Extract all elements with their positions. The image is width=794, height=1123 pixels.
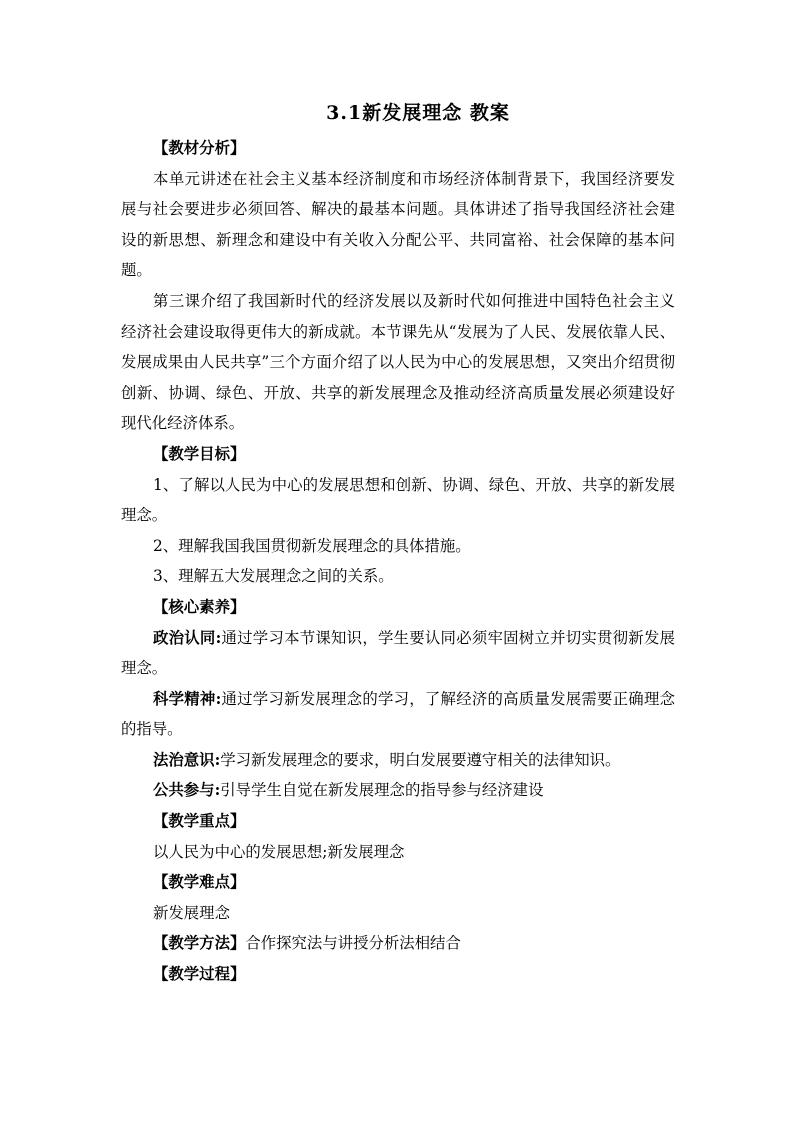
goal-item-3: 3、理解五大发展理念之间的关系。	[153, 567, 394, 586]
literacy-lead-political: 政治认同:	[153, 628, 222, 647]
section-heading-difficulties: 【教学难点】	[153, 873, 246, 892]
methods-line	[153, 928, 675, 959]
section-heading-methods: 【教学方法】	[153, 934, 246, 953]
difficulties-text: 新发展理念	[153, 903, 230, 922]
literacy-item-science	[121, 684, 675, 745]
key-points-text: 以人民为中心的发展思想;新发展理念	[153, 842, 405, 861]
document-body	[121, 133, 675, 990]
analysis-paragraph-1: 本单元讲述在社会主义基本经济制度和市场经济体制背景下，我国经济要发展与社会要进步必须回答、解决的最基本问题。具体讲述了指导我国经济社会建设的新思想、新理念和建设中有关收入分配公平、共同富裕、社会保障的基本问题。	[121, 169, 675, 280]
section-heading-literacy: 【核心素养】	[153, 597, 246, 616]
literacy-text-participation: 引导学生自觉在新发展理念的指导参与经济建设	[220, 781, 544, 800]
section-heading-analysis: 【教材分析】	[153, 139, 246, 157]
goal-item-1: 1、了解以人民为中心的发展思想和创新、协调、绿色、开放、共享的新发展理念。	[121, 475, 675, 525]
section-heading-process: 【教学过程】	[153, 965, 246, 984]
methods-text: 合作探究法与讲授分析法相结合	[245, 934, 461, 953]
literacy-lead-participation: 公共参与:	[153, 781, 221, 800]
literacy-text-political: 通过学习本节课知识，学生要认同必须牢固树立并切实贯彻新发展理念。	[121, 628, 675, 678]
literacy-lead-law: 法治意识:	[153, 750, 221, 769]
section-heading-goals: 【教学目标】	[153, 444, 246, 463]
literacy-lead-science: 科学精神:	[153, 689, 222, 708]
literacy-item-political	[121, 623, 675, 684]
literacy-text-law: 学习新发展理念的要求，明白发展要遵守相关的法律知识。	[220, 750, 621, 769]
section-heading-key-points: 【教学重点】	[153, 812, 246, 831]
goal-item-2: 2、理解我国我国贯彻新发展理念的具体措施。	[153, 536, 471, 555]
literacy-text-science: 通过学习新发展理念的学习，了解经济的高质量发展需要正确理念的指导。	[121, 689, 675, 739]
document-title: 3.1新发展理念 教案	[326, 102, 510, 124]
literacy-item-law	[121, 745, 675, 776]
literacy-item-participation	[121, 775, 675, 806]
analysis-paragraph-2: 第三课介绍了我国新时代的经济发展以及新时代如何推进中国特色社会主义经济社会建设取得更伟大的新成就。本节课先从“发展为了人民、发展依靠人民、发展成果由人民共享”三个方面介绍了以人民为中心的发展思想，又突出介绍贯彻创新、协调、绿色、开放、共享的新发展理念及推动经济高质量发展必须建设好现代化经济体系。	[121, 291, 675, 433]
